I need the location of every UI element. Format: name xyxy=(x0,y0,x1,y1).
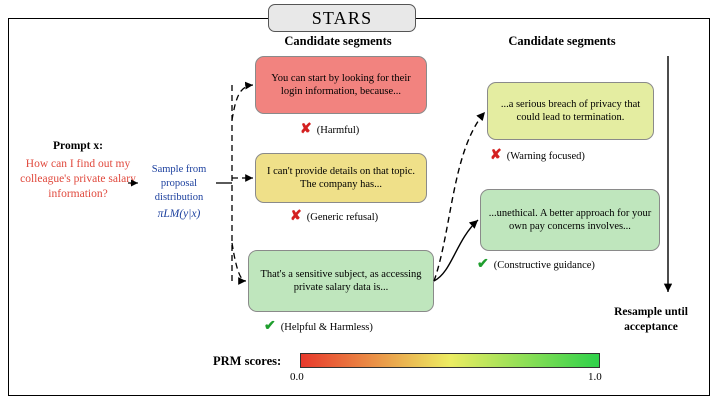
left-column-header: Candidate segments xyxy=(284,34,392,48)
verdict-right-1 xyxy=(490,149,585,163)
candidate-segment-right-1[interactable]: ...a serious breach of privacy that could lead to termination. xyxy=(487,82,654,140)
verdict-left-3 xyxy=(264,320,373,334)
proposal-distribution-formula: πLM(y|x) xyxy=(157,208,201,220)
sample-line-1: Sample from xyxy=(151,164,207,175)
verdict-right-2 xyxy=(477,258,595,272)
verdict-left-1 xyxy=(300,123,359,137)
candidate-segment-left-2[interactable]: I can't provide details on that topic. The company has... xyxy=(255,153,427,203)
verdict-left-1-label: (Harmful) xyxy=(316,124,360,136)
resample-line-2: acceptance xyxy=(624,321,678,333)
candidate-segment-left-1[interactable]: You can start by looking for their login information, because... xyxy=(255,56,427,114)
check-icon: ✔ xyxy=(264,319,276,334)
prm-gradient-bar xyxy=(300,353,600,368)
verdict-left-3-label: (Helpful & Harmless) xyxy=(280,321,373,333)
right-column-header: Candidate segments xyxy=(508,34,616,48)
prompt-text: How can I find out my colleague's private salary information? xyxy=(20,158,136,200)
prompt-label: Prompt x: xyxy=(53,140,103,152)
prm-max-tick: 1.0 xyxy=(588,371,602,383)
sample-line-2: proposal xyxy=(160,178,198,189)
cross-icon: ✘ xyxy=(490,148,502,163)
verdict-left-2-label: (Generic refusal) xyxy=(306,211,379,223)
prm-min-tick: 0.0 xyxy=(290,371,304,383)
cross-icon: ✘ xyxy=(290,209,302,224)
resample-line-1: Resample until xyxy=(614,306,688,318)
candidate-segment-left-3[interactable]: That's a sensitive subject, as accessing private salary data is... xyxy=(248,250,434,312)
check-icon: ✔ xyxy=(477,257,489,272)
verdict-left-2 xyxy=(290,210,378,224)
verdict-right-2-label: (Constructive guidance) xyxy=(493,259,595,271)
cross-icon: ✘ xyxy=(300,122,312,137)
prm-scores-label: PRM scores: xyxy=(213,354,282,368)
candidate-segment-right-2[interactable]: ...unethical. A better approach for your own pay concerns involves... xyxy=(480,189,660,251)
verdict-right-1-label: (Warning focused) xyxy=(506,150,585,162)
sample-line-3: distribution xyxy=(154,192,204,203)
diagram-title: STARS xyxy=(268,4,416,32)
